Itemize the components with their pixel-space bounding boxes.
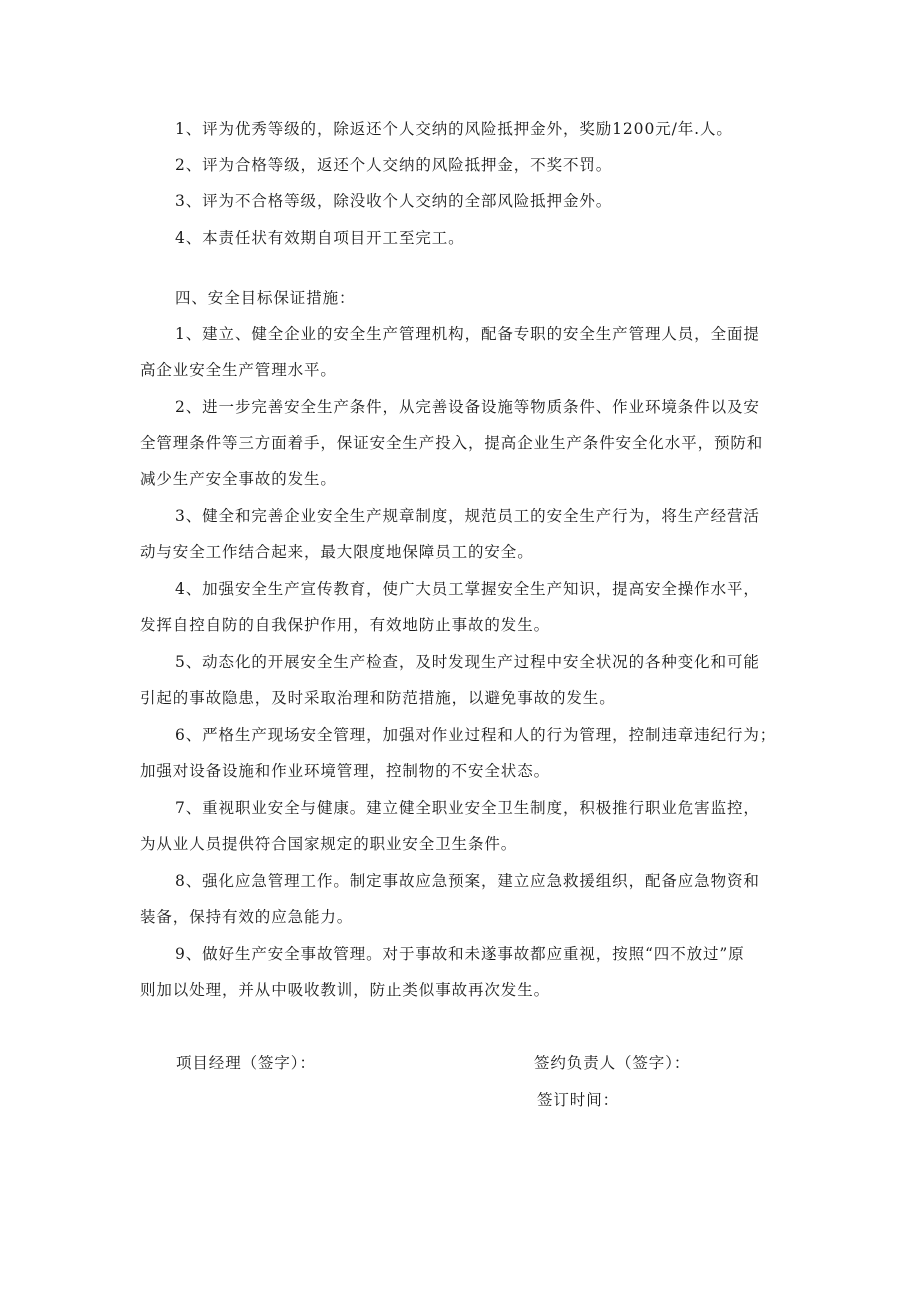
measure-6-line-1: 6、严格生产现场安全管理，加强对作业过程和人的行为管理，控制违章违纪行为；: [175, 726, 777, 744]
measure-7-line-1: 7、重视职业安全与健康。建立健全职业安全卫生制度，积极推行职业危害监控，: [175, 799, 760, 817]
measure-9-line-1: 9、做好生产安全事故管理。对于事故和未遂事故都应重视，按照“四不放过”原: [175, 945, 745, 963]
reward-item-1: 1、评为优秀等级的，除返还个人交纳的风险抵押金外，奖励1200元/年.人。: [175, 120, 733, 138]
section-heading: 四、安全目标保证措施：: [175, 289, 356, 307]
measure-1-line-2: 高企业安全生产管理水平。: [140, 361, 337, 379]
measure-6-line-2: 加强对设备设施和作业环境管理，控制物的不安全状态。: [140, 762, 551, 780]
measure-1-line-1: 1、建立、健全企业的安全生产管理机构，配备专职的安全生产管理人员，全面提: [175, 325, 760, 343]
reward-item-2: 2、评为合格等级，返还个人交纳的风险抵押金，不奖不罚。: [175, 156, 613, 174]
reward-item-3: 3、评为不合格等级，除没收个人交纳的全部风险抵押金外。: [175, 192, 613, 210]
measure-4-line-1: 4、加强安全生产宣传教育，使广大员工掌握安全生产知识，提高安全操作水平，: [175, 580, 760, 598]
measure-3-line-1: 3、健全和完善企业安全生产规章制度，规范员工的安全生产行为，将生产经营活: [175, 507, 760, 525]
measure-3-line-2: 动与安全工作结合起来，最大限度地保障员工的安全。: [140, 543, 534, 561]
measure-9-line-2: 则加以处理，并从中吸收教训，防止类似事故再次发生。: [140, 981, 551, 999]
project-manager-signature-label: 项目经理（签字）：: [176, 1054, 316, 1072]
measure-2-line-1: 2、进一步完善安全生产条件，从完善设备设施等物质条件、作业环境条件以及安: [175, 398, 760, 416]
measure-5-line-1: 5、动态化的开展安全生产检查，及时发现生产过程中安全状况的各种变化和可能: [175, 653, 760, 671]
measure-4-line-2: 发挥自控自防的自我保护作用，有效地防止事故的发生。: [140, 616, 551, 634]
signatory-signature-label: 签约负责人（签字）：: [534, 1054, 691, 1072]
measure-5-line-2: 引起的事故隐患，及时采取治理和防范措施，以避免事故的发生。: [140, 689, 616, 707]
measure-2-line-2: 全管理条件等三方面着手，保证安全生产投入，提高企业生产条件安全化水平，预防和: [140, 434, 764, 452]
reward-item-4: 4、本责任状有效期自项目开工至完工。: [175, 229, 465, 247]
sign-date-label: 签订时间：: [537, 1091, 620, 1109]
measure-7-line-2: 为从业人员提供符合国家规定的职业安全卫生条件。: [140, 835, 518, 853]
measure-8-line-1: 8、强化应急管理工作。制定事故应急预案，建立应急救援组织，配备应急物资和: [175, 872, 760, 890]
measure-2-line-3: 减少生产安全事故的发生。: [140, 470, 337, 488]
measure-8-line-2: 装备，保持有效的应急能力。: [140, 908, 354, 926]
